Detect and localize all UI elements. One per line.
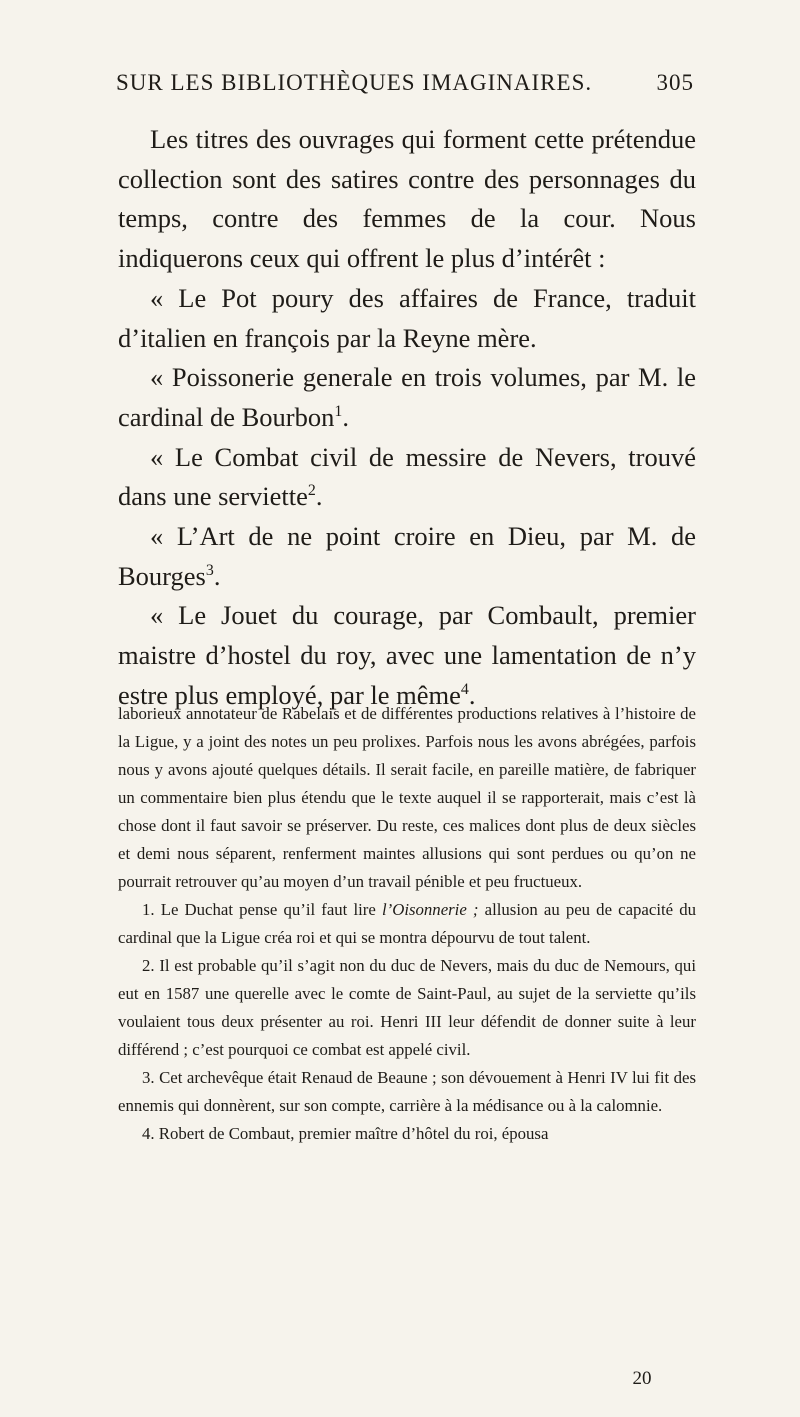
footnote-ref[interactable]: 3 xyxy=(205,561,214,579)
footnote-ref[interactable]: 2 xyxy=(307,482,316,500)
footnote-italic: l’Oisonnerie ; xyxy=(381,900,479,919)
footnote-2 xyxy=(118,952,696,1064)
footnote-4 xyxy=(118,1120,696,1148)
entry-2: « Poissonerie generale en trois volumes, par M. le cardinal de Bourbon$^1$. xyxy=(118,362,696,432)
footnote-text: Cet archevêque était Renaud de Beaune ; son dévouement à Henri IV lui fit des ennemis qui donnèrent, sur son compte, carrière à la médisance ou à la calomnie. xyxy=(118,1068,697,1115)
footnote-text: allusion au peu de capacité du cardinal que la Ligue créa roi et qui se montra dépourvu de tout talent. xyxy=(118,900,697,947)
entry-5: « Le Jouet du courage, par Combault, premier maistre d’hostel du roy, avec une lamentation de n’y estre plus employé, par le même$^4$. xyxy=(118,600,696,710)
footnote-continuation: laborieux annotateur de Rabelais et de différentes productions relatives à l’histoire de la Ligue, y a joint des notes un peu prolixes. Parfois nous les avons abrégées, parfois nous y avons ajouté quelques détails. Il serait facile, en pareille matière, de fabriquer un commentaire bien plus étendu que le texte auquel il se rapporterait, mais c’est là chose dont il faut savoir se préserver. Du reste, ces malices dont plus de deux siècles et demi nous séparent, renferment maintes allusions qui sont perdues ou qu’on ne pourrait retrouver qu’au moyen d’un travail pénible et peu fructueux. xyxy=(118,704,696,891)
intro-paragraph: Les titres des ouvrages qui forment cette prétendue collection sont des satires contre des personnages du temps, contre des femmes de la cour. Nous indiquerons ceux qui offrent le plus d’intérêt : xyxy=(118,124,696,274)
entry-1 xyxy=(118,279,696,358)
footnote-text: Robert de Combaut, premier maître d’hôtel du roi, épousa xyxy=(158,1124,549,1143)
signature-mark: 20 xyxy=(632,1368,652,1389)
footnote-number: 4. xyxy=(142,1124,155,1143)
footnote-text: Il est probable qu’il s’agit non du duc de Nevers, mais du duc de Nemours, qui eut en 1587 une querelle avec le comte de Saint-Paul, au sujet de la serviette qu’ils voulaient tous deux présenter au roi. Henri III leur défendit de donner suite à leur différend ; c’est pourquoi ce combat est appelé civil. xyxy=(118,956,696,1059)
entry-text: « Le Jouet du courage, par Combault, premier maistre d’hostel du roy, avec une lamentation de n’y estre plus employé, par le même xyxy=(118,600,696,710)
entry-text: « Le Combat civil de messire de Nevers, trouvé dans une serviette xyxy=(118,441,696,512)
entry-4: « L’Art de ne point croire en Dieu, par M. de Bourges$^3$. xyxy=(118,521,696,591)
footnote-number: 1. xyxy=(142,900,155,919)
footnote-3 xyxy=(118,1064,696,1120)
footnote-text: Le Duchat pense qu’il faut lire xyxy=(160,900,382,919)
footnote-1 xyxy=(118,896,696,952)
entry-text: « Le Pot poury des affaires de France, traduit d’italien en françois par la Reyne mère. xyxy=(118,282,696,353)
footnote-number: 2. xyxy=(142,956,155,975)
footnote-ref[interactable]: 1 xyxy=(334,403,343,421)
page-number: 305 xyxy=(656,70,694,95)
footnotes xyxy=(118,700,696,1148)
running-title: SUR LES BIBLIOTHÈQUES IMAGINAIRES. xyxy=(116,70,593,95)
entry-text: « L’Art de ne point croire en Dieu, par M. de Bourges xyxy=(118,521,696,591)
entry-3: « Le Combat civil de messire de Nevers, trouvé dans une serviette$^2$. xyxy=(118,441,696,512)
running-head xyxy=(116,70,694,104)
main-text xyxy=(118,120,696,716)
entry-text: « Poissonerie generale en trois volumes, par M. le cardinal de Bourbon xyxy=(118,362,696,432)
footnote-ref[interactable]: 4 xyxy=(460,681,469,699)
footnote-number: 3. xyxy=(142,1068,155,1087)
